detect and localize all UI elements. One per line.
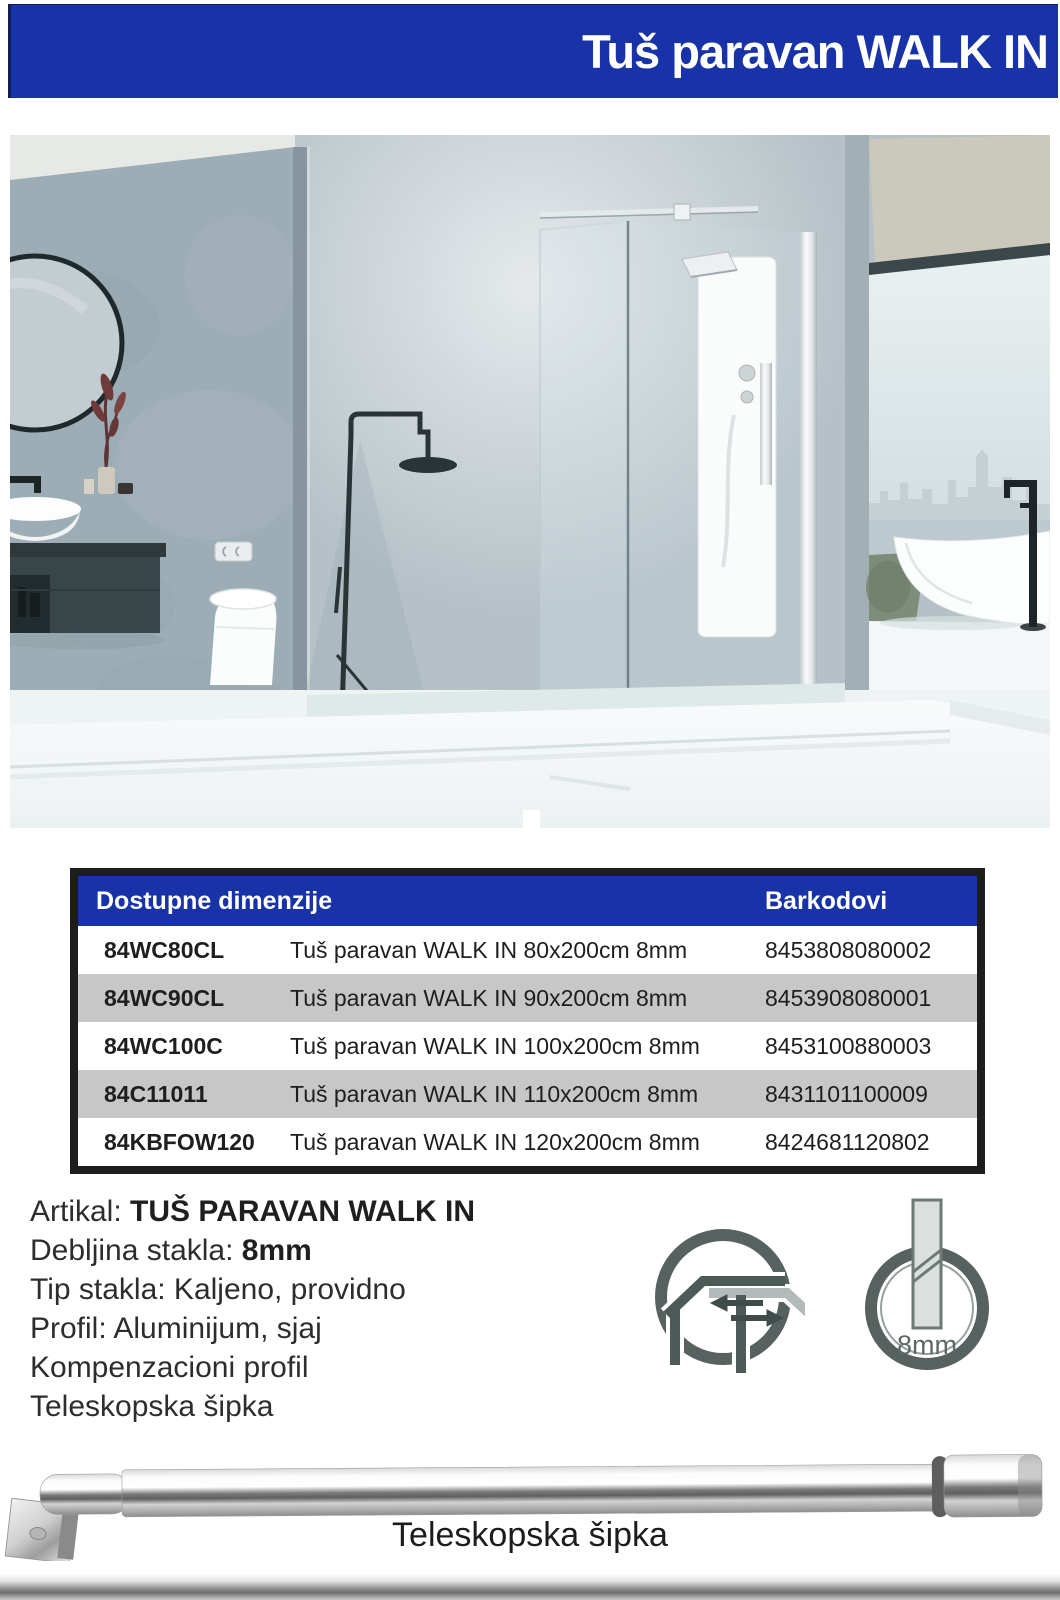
table-cell-code: 84KBFOW120 [104, 1128, 255, 1155]
table-cell-bar: 8424681120802 [765, 1128, 930, 1155]
table-row [78, 974, 977, 1022]
product-details [30, 1192, 475, 1426]
table-row [78, 1022, 977, 1070]
glass-thickness-icon [852, 1196, 1002, 1381]
page-title: Tuš paravan WALK IN [582, 25, 1048, 78]
debljina-value: 8mm [241, 1234, 312, 1267]
rod-tube [122, 1464, 944, 1517]
table-row [78, 1070, 977, 1118]
table-cell-bar: 8453808080002 [765, 936, 932, 963]
table-header-barcodes: Barkodovi [765, 886, 888, 915]
detail-tip-stakla: Tip stakla: Kaljeno, providno [30, 1273, 406, 1306]
table-cell-bar: 8453100880003 [765, 1032, 932, 1059]
detail-kompenzacioni: Kompenzacioni profil [30, 1351, 309, 1384]
bathroom-photo [10, 135, 1050, 828]
ceiling [869, 135, 1050, 263]
detail-artikal [30, 1192, 475, 1231]
detail-debljina [30, 1231, 475, 1270]
telescopic-adjust-icon [645, 1215, 805, 1380]
table-cell-code: 84WC90CL [104, 984, 225, 1011]
table-cell-desc: Tuš paravan WALK IN 100x200cm 8mm [290, 1032, 700, 1059]
table-cell-desc: Tuš paravan WALK IN 90x200cm 8mm [290, 984, 688, 1011]
toilet [203, 589, 283, 694]
table-cell-bar: 8453908080001 [765, 984, 932, 1011]
table-cell-bar: 8431101100009 [765, 1080, 928, 1107]
artikal-label: Artikal: [30, 1195, 131, 1228]
artikal-value: TUŠ PARAVAN WALK IN [130, 1195, 476, 1228]
table-cell-desc: Tuš paravan WALK IN 120x200cm 8mm [290, 1128, 700, 1155]
table-cell-desc: Tuš paravan WALK IN 80x200cm 8mm [290, 936, 688, 963]
flush-plate [215, 542, 252, 561]
table-cell-desc: Tuš paravan WALK IN 110x200cm 8mm [290, 1080, 699, 1107]
table-cell-code: 84WC80CL [104, 936, 225, 963]
table-cell-code: 84WC100C [104, 1032, 223, 1059]
table-header-dimensions: Dostupne dimenzije [96, 886, 333, 915]
footer-gradient-bar [0, 1574, 1060, 1600]
detail-teleskopska: Teleskopska šipka [30, 1390, 274, 1423]
table-row [78, 926, 977, 974]
rod-caption: Teleskopska šipka [392, 1516, 668, 1554]
detail-profil: Profil: Aluminijum, sjaj [30, 1312, 322, 1345]
table-header-row [78, 876, 977, 926]
photo-artifact [523, 810, 540, 830]
thickness-label: 8mm [897, 1330, 957, 1360]
debljina-label: Debljina stakla: [30, 1234, 242, 1267]
rod-left-sleeve [40, 1474, 130, 1515]
header-bar [8, 4, 1058, 98]
table-row [78, 1118, 977, 1166]
table-cell-code: 84C11011 [104, 1080, 208, 1107]
dimensions-table [70, 868, 985, 1174]
bar-clamp [674, 204, 690, 220]
floor [10, 683, 1050, 828]
table-body [78, 926, 977, 1166]
product-photo [10, 135, 1050, 828]
